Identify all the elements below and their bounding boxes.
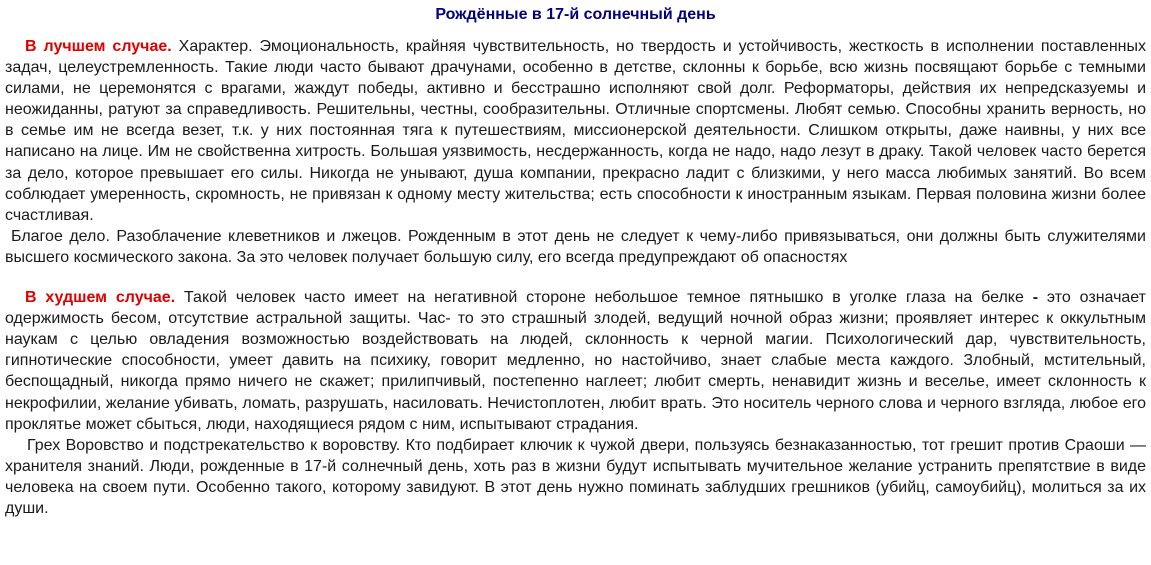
sin-paragraph: Грех Воровство и подстрекательство к воровству. Кто подбирает ключик к чужой двери, пользуясь безнаказанностью, тот грешит против Сраоши — хранителя знаний. Люди, рожденные в 17-й солнечный день, хоть раз в жизни будут испытывать мучительное желание устранить препятствие в виде человека на своем пути. Особенно такого, которому завидуют. В этот день нужно поминать заблудших грешников (убийц, самоубийц), молиться за их души.: [5, 436, 1146, 517]
best-case-label: В лучшем случае.: [25, 38, 172, 55]
best-case-paragraph: [5, 36, 1146, 226]
good-deed-paragraph: Благое дело. Разоблачение клеветников и лжецов. Рожденным в этот день не следует к чему-либо привязываться, они должны быть служителями высшего космического закона. За это человек получает большую силу, его всегда предупреждают об опасностях: [5, 227, 1146, 266]
section-spacer: [5, 268, 1146, 287]
best-case-text: Характер. Эмоциональность, крайняя чувствительность, но твердость и устойчивость, жесткость в исполнении поставленных задач, целеустремленность. Такие люди часто бывают драчунами, особенно в детстве, склонны к борьбе, всю жизнь посвящают борьбе с темными силами, не церемонятся с врагами, жаждут победы, активно и бесстрашно исполняют свой долг. Реформаторы, действия их непредсказуемы и неожиданны, ратуют за справедливость. Решительны, честны, сообразительны. Отличные спортсмены. Любят семью. Способны хранить верность, но в семье им не всегда везет, т.к. у них постоянная тяга к путешествиям, миссионерской деятельности. Слишком открыты, даже наивны, у них все написано на лице. Им не свойственна хитрость. Большая уязвимость, несдержанность, когда не надо, надо лезут в драку. Такой человек часто берется за дело, которое превышает его силы. Никогда не унывают, душа компании, прекрасно ладит с близкими, у него масса любимых занятий. Во всем соблюдает умеренность, скромность, не привязан к одному месту жительства; есть способности к иностранным языкам. Первая половина жизни более счастливая.: [5, 38, 1147, 224]
article: [5, 0, 1146, 519]
worst-case-paragraph: [5, 287, 1146, 435]
worst-case-label: В худшем случае.: [25, 289, 176, 307]
worst-case-dash: -: [1032, 289, 1039, 307]
worst-case-text-a: Такой человек часто имеет на негативной стороне небольшое темное пятнышко в уголке глаза на белке: [175, 289, 1033, 307]
page-title: Рождённые в 17-й солнечный день: [435, 6, 716, 23]
worst-case-text-b: это означает одержимость бесом, отсутствие астральной защиты. Час- то это страшный злодей, ведущий ночной образ жизни; проявляет интерес к оккультным наукам с целью овладения возможностью воздействовать на людей, склонность к черной магии. Психологический дар, чувствительность, гипнотические способности, умеет давить на психику, говорит медленно, но настойчиво, знает слабые места каждого. Злобный, мстительный, беспощадный, никогда прямо ничего не скажет; прилипчивый, постепенно наглеет; любит смерть, ненавидит жизнь и веселье, имеет склонность к некрофилии, желание убивать, ломать, разрушать, насиловать. Нечистоплотен, любит врать. Это носитель черного слова и черного взгляда, любое его проклятье может сбыться, люди, находящиеся рядом с ним, испытывают страдания.: [5, 289, 1147, 433]
